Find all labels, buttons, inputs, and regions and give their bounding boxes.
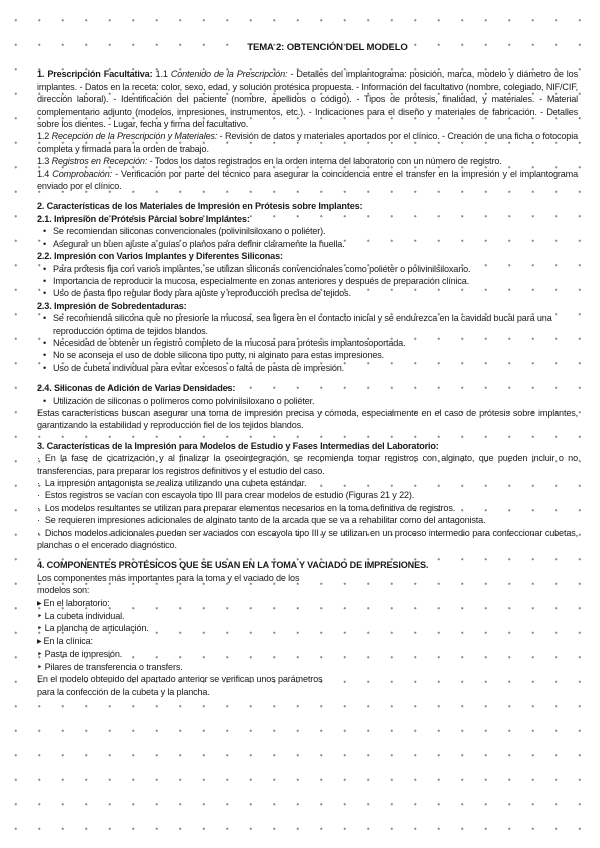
list-item: • Se recomienda silicona que no presione la mucosa, sea ligera en el contacto inicial y se endurezca en la cavidad bucal para una reproducción óptima de tejidos blandos. (53, 312, 578, 337)
bullet-list-2-1 (37, 225, 578, 250)
subsection-1-3-title: Registros en Recepción: (51, 156, 148, 167)
subsection-1-2-title: Recepción de la Prescripción y Materiales: (51, 131, 218, 142)
list-item: • Para prótesis fija con varios implantes, se utilizan siliconas convencionales como poliéter o polivinilsiloxano. (53, 263, 578, 275)
subsection-2-4-title: 2.4. Siliconas de Adición de Varias Densidades: (37, 383, 236, 394)
paragraph-1-1: 1. Prescripción Facultativa: 1.1 Contenido de la Prescripción: - Detalles del implantograma: posición, marca, modelo y diámetro de los implantes. - Datos en la receta: color, sexo, edad, y solución protésica propuesta. - Información del facultativo (nombre, colegiado, NIF/CIF, dirección laboral). - Identificación del paciente (nombre, apellidos o código). - Tipos de prótesis, finalidad, y materiales. - Material complementario adjunto (modelos, impresiones, instrumentos, etc.). - Indicaciones para el diseño y materiales de fabricación. - Detalles sobre los dientes. - Lugar, fecha y firma del facultativo. (37, 69, 578, 130)
section-components (37, 559, 578, 697)
section-4-outro: En el modelo obtenido del apartado anterior se verifican unos parámetros (37, 674, 323, 685)
section-materials (37, 200, 578, 431)
list-item: • Se recomiendan siliconas convencionales (polivinilsiloxano o poliéter). (53, 225, 578, 237)
list-item: ‣ La plancha de articulación. (37, 622, 578, 634)
list-item: · Dichos modelos adicionales pueden ser vaciados con escayola tipo III y se utilizan en un proceso intermedio para confeccionar cubetas, planchas o el encerado diagnóstico. (37, 527, 578, 552)
list-item: · En la fase de cicatrización y al finalizar la oseointegración, se recomienda tomar registros con alginato, que pueden incluir o no transferencias, para preparar los registros definitivos y el estudio del caso. (37, 452, 578, 477)
paragraph-1-4-body: - Verificación por parte del técnico para asegurar la coincidencia entre el transfer en la impresión y el implantograma enviado por el clínico. (37, 168, 578, 192)
paragraph-1-3: 1.3 Registros en Recepción: - Todos los datos registrados en la orden interna del laboratorio con un número de registro. (37, 156, 502, 167)
list-item: ‣ La cubeta individual. (37, 610, 578, 622)
section-4-intro: Los componentes más importantes para la toma y el vaciado de los (37, 572, 300, 583)
list-item: · Los modelos resultantes se utilizan para preparar elementos necesarios en la toma definitiva de registros. (37, 502, 578, 514)
section-2-heading: 2. Características de los Materiales de Impresión en Prótesis sobre Implantes: (37, 201, 363, 212)
list-item: • No se aconseja el uso de doble silicona tipo putty, ni alginato para estas impresiones. (53, 349, 578, 361)
section-4-outro-cont: para la confección de la cubeta y la plancha. (37, 686, 210, 697)
page-title: TEMA 2: OBTENCIÓN DEL MODELO (247, 42, 408, 53)
paragraph-2-summary: Estas características buscan asegurar una toma de impresión precisa y cómoda, especialmente en el caso de prótesis sobre implantes, garantizando la estabilidad y reproducción fiel de los tejidos blandos. (37, 407, 578, 431)
subsection-1-4-title: Comprobación: (52, 168, 112, 179)
section-study-models (37, 440, 578, 552)
list-item: ‣ Pilares de transferencia o transfers. (37, 661, 578, 673)
paragraph-1-3-body: - Todos los datos registrados en la orden interna del laboratorio con un número de registro. (147, 156, 502, 167)
list-item: • Necesidad de obtener un registro completo de la mucosa para prótesis implantosoportada. (53, 337, 578, 349)
list-item: • Asegurar un buen ajuste a guías o planos para definir claramente la huella. (53, 238, 578, 250)
subsection-2-1-title: 2.1. Impresión de Prótesis Parcial sobre Implantes: (37, 213, 250, 224)
subsection-1-1-title: Contenido de la Prescripción: (170, 69, 288, 80)
bullet-list-2-4 (37, 395, 578, 407)
list-item: • Uso de pasta tipo regular body para ajuste y reproducción precisa de tejidos. (53, 287, 578, 299)
bullet-list-2-3 (37, 312, 578, 374)
paragraph-1-4: 1.4 Comprobación: - Verificación por parte del técnico para asegurar la coincidencia entre el transfer en la impresión y el implantograma enviado por el clínico. (37, 168, 578, 192)
list-item: • Importancia de reproducir la mucosa, especialmente en zonas anteriores y después de preparación clínica. (53, 275, 578, 287)
list-item: · Estos registros se vacían con escayola tipo III para crear modelos de estudio (Figuras 21 y 22). (37, 489, 578, 501)
list-item: ‣ Pasta de impresión. (37, 648, 578, 660)
document-page (37, 42, 578, 698)
group-laboratory: ▶ En el laboratorio: (37, 597, 578, 610)
paragraph-1-2: 1.2 Recepción de la Prescripción y Materiales: - Revisión de datos y materiales aportados por el clínico. - Creación de una ficha o fotocopia completa y firmada para la orden de trabajo. (37, 131, 578, 154)
group-clinic: ▶ En la clínica: (37, 635, 578, 648)
section-4-intro-cont: modelos son: (37, 585, 90, 596)
section-3-heading: 3. Características de la Impresión para Modelos de Estudio y Fases Intermedias del Laboratorio: (37, 440, 439, 451)
list-item: • Utilización de siliconas o polímeros como polvinilsiloxano o poliéter. (53, 395, 578, 407)
list-item: · La impresión antagonista se realiza utilizando una cubeta estándar. (37, 477, 578, 489)
section-4-heading: 4. COMPONENTES PROTÉSICOS QUE SE USAN EN LA TOMA Y VACIADO DE IMPRESIONES. (37, 560, 429, 571)
list-item: • Uso de cubeta individual para evitar excesos o falta de pasta de impresión. (53, 362, 578, 374)
section-prescription (37, 68, 578, 192)
paragraph-1-1-body: - Detalles del implantograma: posición, marca, modelo y diámetro de los implantes. - Datos en la receta: color, sexo, edad, y solución protésica propuesta. - Información del facultativo (nombre, colegiado, NIF/CIF, dirección laboral). - Identificación del paciente (nombre, apellidos o código). - Tipos de prótesis, finalidad, y materiales. - Material complementario adjunto (modelos, impresiones, instrumentos, etc.). - Indicaciones para el diseño y materiales de fabricación. - Detalles sobre los dientes. - Lugar, fecha y firma del facultativo. (37, 69, 578, 130)
subsection-2-3-title: 2.3. Impresión de Sobredentaduras: (37, 300, 187, 311)
section-1-heading: 1. Prescripción Facultativa: (37, 69, 153, 80)
list-item: · Se requieren impresiones adicionales de alginato tanto de la arcada que se va a rehabilitar como del antagonista. (37, 514, 578, 526)
bullet-list-2-2 (37, 263, 578, 300)
paragraph-1-2-body: - Revisión de datos y materiales aportados por el clínico. - Creación de una ficha o fotocopia completa y firmada para la orden de trabajo. (37, 131, 578, 154)
subsection-2-2-title: 2.2. Impresión con Varios Implantes y Diferentes Siliconas: (37, 251, 283, 262)
